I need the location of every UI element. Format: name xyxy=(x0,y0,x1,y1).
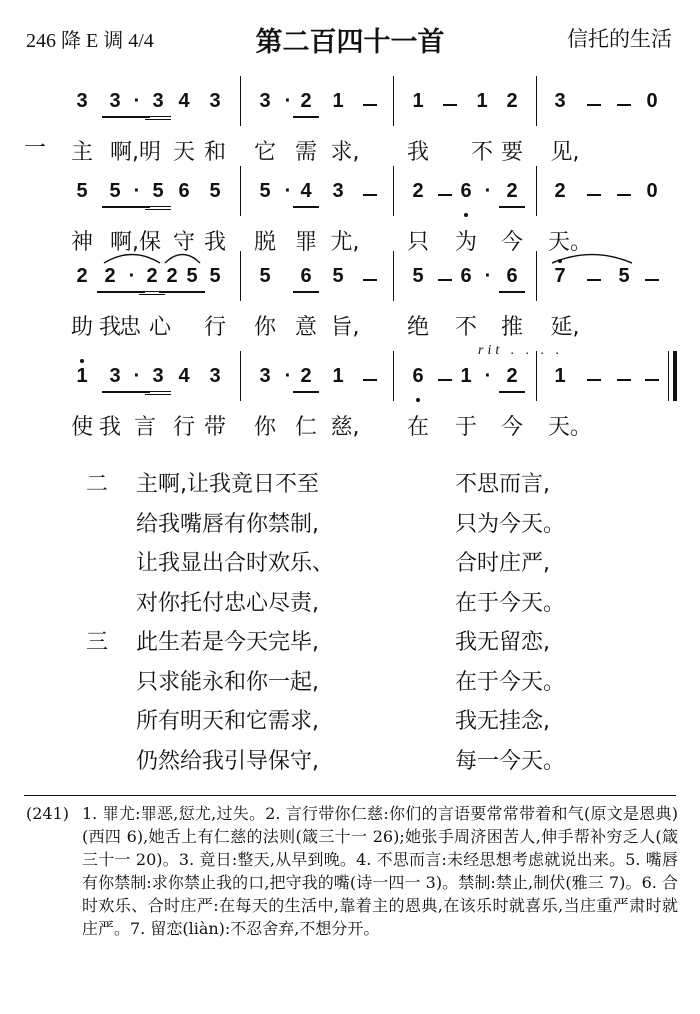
note-dash xyxy=(645,379,659,381)
dot-note: · xyxy=(484,180,492,202)
verse-line-first-half: 给我嘴唇有你禁制, xyxy=(136,511,319,537)
footnote-ref: (241) xyxy=(26,804,70,823)
note: 2 xyxy=(293,90,319,118)
note: 3 xyxy=(554,90,566,112)
note: 2 xyxy=(554,180,566,202)
note-dash xyxy=(363,379,377,381)
note: 2 xyxy=(97,265,123,293)
note: 1 xyxy=(332,365,344,387)
note: 2 xyxy=(412,180,424,202)
slur-mark xyxy=(165,250,200,264)
note: 5 xyxy=(332,265,344,287)
verse-line-first-half: 对你托付忠心尽责, xyxy=(136,590,319,616)
lyric-syllable: 脱 xyxy=(253,230,276,255)
lyric-syllable: 忠 xyxy=(118,315,141,340)
footnote-divider xyxy=(24,795,676,796)
note: 3 xyxy=(332,180,344,202)
verse-line-second-half: 不思而言, xyxy=(455,472,550,497)
note-dash xyxy=(617,194,631,196)
verse-line-second-half: 我无挂念, xyxy=(455,709,550,734)
note: 2 xyxy=(159,265,185,293)
verse-line-second-half: 我无留恋, xyxy=(455,630,550,655)
lyric-syllable: 我 xyxy=(98,415,121,440)
lyric-syllable: 需 xyxy=(294,140,317,165)
octave-dot-below xyxy=(464,213,468,217)
lyric-syllable: 只 xyxy=(406,230,429,255)
note-dash xyxy=(617,379,631,381)
hymn-category: 信托的生活 xyxy=(567,27,672,51)
note: 3 xyxy=(259,90,271,112)
verse-line-second-half: 在于今天。 xyxy=(455,669,566,695)
verse-line-first-half: 所有明天和它需求, xyxy=(136,709,319,734)
lyric-syllable: 尤, xyxy=(330,230,360,255)
note-dash xyxy=(443,104,457,106)
lyric-syllable: 旨, xyxy=(330,315,360,340)
dot-note: · xyxy=(284,180,292,202)
barline xyxy=(536,251,537,301)
note: 5 xyxy=(209,180,221,202)
lyric-syllable: 你 xyxy=(253,315,276,340)
note: 5 xyxy=(209,265,221,287)
lyric-syllable: 延, xyxy=(550,315,580,340)
verse-line-first-half: 只求能永和你一起, xyxy=(136,669,319,695)
verse-line-second-half: 合时庄严, xyxy=(455,551,550,576)
dot-note: · xyxy=(119,265,145,293)
note: 6 xyxy=(460,180,472,202)
lyric-syllable: 行 xyxy=(172,415,195,440)
barline xyxy=(536,76,537,126)
verse-line-second-half: 只为今天。 xyxy=(455,511,566,537)
note: 6 xyxy=(412,365,424,387)
lyric-syllable: 守 xyxy=(172,230,195,255)
footnote-body: 1. 罪尤:罪恶,愆尤,过失。2. 言行带你仁慈:你们的言语要常常带着和气(原文是恩典)(西四 6),她舌上有仁慈的法则(箴三十一 26);她张手周济困苦人,伸手帮补穷乏人(箴三十一 20)。3. 竟日:整天,从早到晚。4. 不思而言:未经思想考虑就说出来。5. 嘴唇有你禁制:求你禁止我的口,把守我的嘴(诗一四一 3)。禁制:禁止,制伏(雅三 7)。6. 合时欢乐、合时庄严:在每天的生活中,靠着主的恩典,在该乐时就喜乐,当庄重严肃时就庄严。7. 留恋(liàn):不忍舍弃,不想分开。 xyxy=(82,804,678,938)
note: 0 xyxy=(646,180,658,202)
lyric-syllable: 求, xyxy=(330,140,360,165)
lyric-syllable: 不 xyxy=(454,315,477,340)
note: 0 xyxy=(646,90,658,112)
note: 5 xyxy=(259,265,271,287)
final-barline-thick xyxy=(673,351,677,401)
note: 5 xyxy=(76,180,88,202)
barline xyxy=(536,166,537,216)
lyric-syllable: 天。 xyxy=(548,415,593,440)
ritardando-marking: rit . . . . xyxy=(478,343,564,358)
note: 3 xyxy=(145,365,171,395)
lyric-syllable: 推 xyxy=(500,315,523,340)
note: 6 xyxy=(460,265,472,287)
hymn-number-key: 246 降 E 调 4/4 xyxy=(26,30,154,52)
lyric-syllable: 不 xyxy=(470,140,493,165)
lyric-syllable: 为 xyxy=(454,230,477,255)
note: 6 xyxy=(293,265,319,293)
note: 1 xyxy=(460,365,472,387)
note: 3 xyxy=(145,90,171,120)
lyric-syllable: 见, xyxy=(550,140,580,165)
note-dash xyxy=(438,279,452,281)
barline xyxy=(393,166,394,216)
slur-mark xyxy=(104,250,160,264)
barline xyxy=(393,351,394,401)
note: 1 xyxy=(412,90,424,112)
barline xyxy=(240,166,241,216)
dot-note: · xyxy=(284,365,292,387)
note: 3 xyxy=(102,90,128,118)
lyric-syllable: 慈, xyxy=(330,415,360,440)
lyric-syllable: 罪 xyxy=(294,230,317,255)
lyric-syllable: 助 xyxy=(70,315,93,340)
lyric-syllable: 啊,保 xyxy=(110,230,161,255)
note: 1 xyxy=(476,90,488,112)
note: 3 xyxy=(259,365,271,387)
note: 5 xyxy=(259,180,271,202)
note: 3 xyxy=(209,365,221,387)
note: 5 xyxy=(618,265,630,287)
lyric-syllable: 和 xyxy=(203,140,226,165)
lyric-syllable: 心 xyxy=(148,315,171,340)
lyric-syllable: 我 xyxy=(203,230,226,255)
lyric-syllable: 仁 xyxy=(294,415,317,440)
lyric-syllable: 要 xyxy=(500,140,523,165)
note-dash xyxy=(438,194,452,196)
slur-mark xyxy=(552,250,632,264)
note: 5 xyxy=(179,265,205,293)
barline xyxy=(240,251,241,301)
dot-note: · xyxy=(484,265,492,287)
lyric-syllable: 神 xyxy=(70,230,93,255)
note-dash xyxy=(645,279,659,281)
note-dash xyxy=(587,379,601,381)
verse-line-first-half: 让我显出合时欢乐、 xyxy=(136,551,335,576)
note: 5 xyxy=(145,180,171,210)
note: 2 xyxy=(499,365,525,393)
dot-note: · xyxy=(124,180,150,208)
lyric-syllable: 绝 xyxy=(406,315,429,340)
lyric-syllable: 意 xyxy=(294,315,317,340)
dot-note: · xyxy=(484,365,492,387)
lyric-syllable: 我 xyxy=(98,315,121,340)
lyric-syllable: 于 xyxy=(454,415,477,440)
verse-line-first-half: 主啊,让我竟日不至 xyxy=(136,472,319,497)
hymn-title: 第二百四十一首 xyxy=(255,27,445,58)
note: 7 xyxy=(554,265,566,287)
note: 6 xyxy=(178,180,190,202)
note: 2 xyxy=(506,90,518,112)
lyric-syllable: 今 xyxy=(500,415,523,440)
lyric-syllable: 天。 xyxy=(548,230,593,255)
final-barline-thin xyxy=(668,351,669,401)
note: 3 xyxy=(102,365,128,393)
note-dash xyxy=(363,279,377,281)
note-dash xyxy=(587,194,601,196)
note: 4 xyxy=(178,90,190,112)
verse-line-first-half: 仍然给我引导保守, xyxy=(136,748,319,774)
dot-note: · xyxy=(284,90,292,112)
lyric-syllable: 行 xyxy=(203,315,226,340)
note: 3 xyxy=(76,90,88,112)
barline xyxy=(393,76,394,126)
lyric-syllable: 啊,明 xyxy=(110,140,161,165)
lyric-syllable: 天 xyxy=(172,140,195,165)
note: 4 xyxy=(293,180,319,208)
note-dash xyxy=(587,104,601,106)
octave-dot-above xyxy=(80,359,84,363)
note: 2 xyxy=(293,365,319,393)
lyric-syllable: 我 xyxy=(406,140,429,165)
barline xyxy=(240,351,241,401)
note: 1 xyxy=(76,365,88,387)
note-dash xyxy=(617,104,631,106)
verse-line-first-half: 此生若是今天完毕, xyxy=(136,630,319,655)
note-dash xyxy=(587,279,601,281)
lyric-syllable: 主 xyxy=(70,140,93,165)
verse-number: 二 xyxy=(86,472,109,497)
verse-number: 三 xyxy=(86,630,109,655)
lyric-syllable: 带 xyxy=(203,415,226,440)
note: 2 xyxy=(499,180,525,208)
lyric-syllable: 在 xyxy=(406,415,429,440)
lyric-syllable: 它 xyxy=(253,140,276,165)
barline xyxy=(393,251,394,301)
note-dash xyxy=(363,194,377,196)
verse-line-second-half: 在于今天。 xyxy=(455,590,566,616)
note: 1 xyxy=(554,365,566,387)
footnotes xyxy=(26,802,678,940)
note-dash xyxy=(363,104,377,106)
note: 2 xyxy=(139,265,165,295)
note: 2 xyxy=(76,265,88,287)
note: 5 xyxy=(102,180,128,208)
lyric-syllable: 你 xyxy=(253,415,276,440)
dot-note: · xyxy=(124,365,150,393)
note: 5 xyxy=(412,265,424,287)
note: 6 xyxy=(499,265,525,293)
barline xyxy=(240,76,241,126)
octave-dot-below xyxy=(416,398,420,402)
verse-number: 一 xyxy=(24,136,47,161)
lyric-syllable: 今 xyxy=(500,230,523,255)
note-dash xyxy=(438,379,452,381)
note: 3 xyxy=(209,90,221,112)
note: 4 xyxy=(178,365,190,387)
lyric-syllable: 使 xyxy=(70,415,93,440)
verse-line-second-half: 每一今天。 xyxy=(455,748,566,774)
dot-note: · xyxy=(124,90,150,118)
lyric-syllable: 言 xyxy=(133,415,156,440)
note: 1 xyxy=(332,90,344,112)
